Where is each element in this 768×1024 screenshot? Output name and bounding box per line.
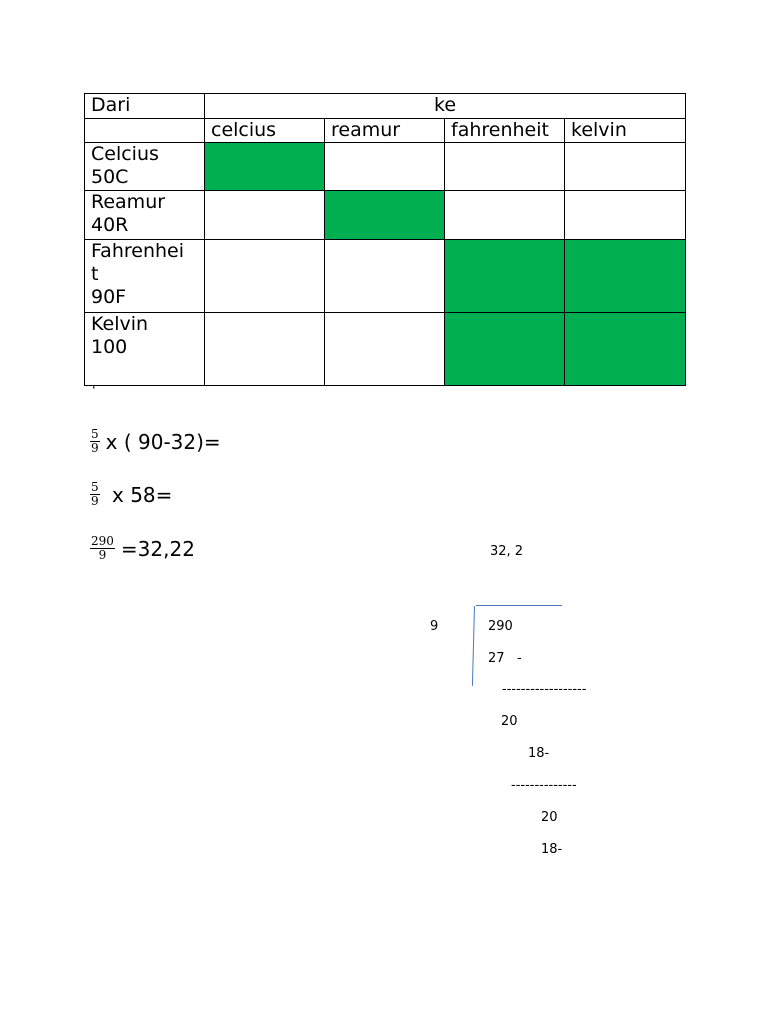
dash-line-1: ------------------: [502, 682, 587, 697]
calc-text: =32,22: [120, 536, 195, 561]
step-3: 18-: [541, 842, 563, 857]
dash-line-2: --------------: [511, 778, 577, 793]
table-row: [85, 313, 686, 386]
table-cell: [205, 240, 325, 313]
divisor: 9: [430, 619, 439, 634]
table-cell: [445, 191, 565, 240]
division-bar: [476, 605, 562, 606]
calc-text: x ( 90-32)=: [105, 429, 221, 454]
table-cell: [205, 313, 325, 386]
step-2: 18-: [528, 746, 550, 761]
fraction: $\frac{5}{9}$: [91, 480, 99, 508]
calc-text: x 58=: [105, 482, 173, 507]
quotient: 32, 2: [490, 544, 524, 559]
calc-line-2: [90, 481, 172, 508]
column-header-reamur: reamur: [325, 119, 445, 143]
division-bracket: [472, 606, 475, 686]
fraction: $\frac{5}{9}$: [91, 427, 99, 455]
highlight-cell: [205, 143, 325, 191]
column-header-celcius: celcius: [205, 119, 325, 143]
remainder-1: 20: [501, 714, 518, 729]
calc-line-3: [90, 535, 195, 562]
column-header-fahrenheit: fahrenheit: [445, 119, 565, 143]
table-row: [85, 240, 686, 313]
highlight-cell: [445, 313, 565, 386]
table-cell: [325, 240, 445, 313]
table-cell: [325, 143, 445, 191]
row-label-kelvin: Kelvin 100: [85, 313, 205, 386]
dividend: 290: [488, 619, 513, 634]
header-to: ke: [205, 94, 686, 119]
empty-cell: [85, 119, 205, 143]
highlight-cell: [565, 313, 686, 386]
table-cell: [565, 191, 686, 240]
table-row: [85, 143, 686, 191]
highlight-cell: [445, 240, 565, 313]
step-1: 27 -: [488, 651, 522, 666]
row-label-celcius: Celcius 50C: [85, 143, 205, 191]
highlight-cell: [565, 240, 686, 313]
row-label-reamur: Reamur 40R: [85, 191, 205, 240]
row-label-fahrenheit: Fahrenhei t 90F: [85, 240, 205, 313]
table-cell: [445, 143, 565, 191]
table-cell: [565, 143, 686, 191]
highlight-cell: [325, 191, 445, 240]
table-cell: [205, 191, 325, 240]
table-cell: [325, 313, 445, 386]
fraction: $\frac{290}{9}$: [91, 534, 114, 562]
tick-mark: ': [92, 384, 96, 399]
column-header-kelvin: kelvin: [565, 119, 686, 143]
remainder-2: 20: [541, 810, 558, 825]
table-row: [85, 191, 686, 240]
calc-line-1: [90, 428, 221, 455]
header-from: Dari: [85, 94, 205, 119]
conversion-table: [84, 93, 686, 386]
